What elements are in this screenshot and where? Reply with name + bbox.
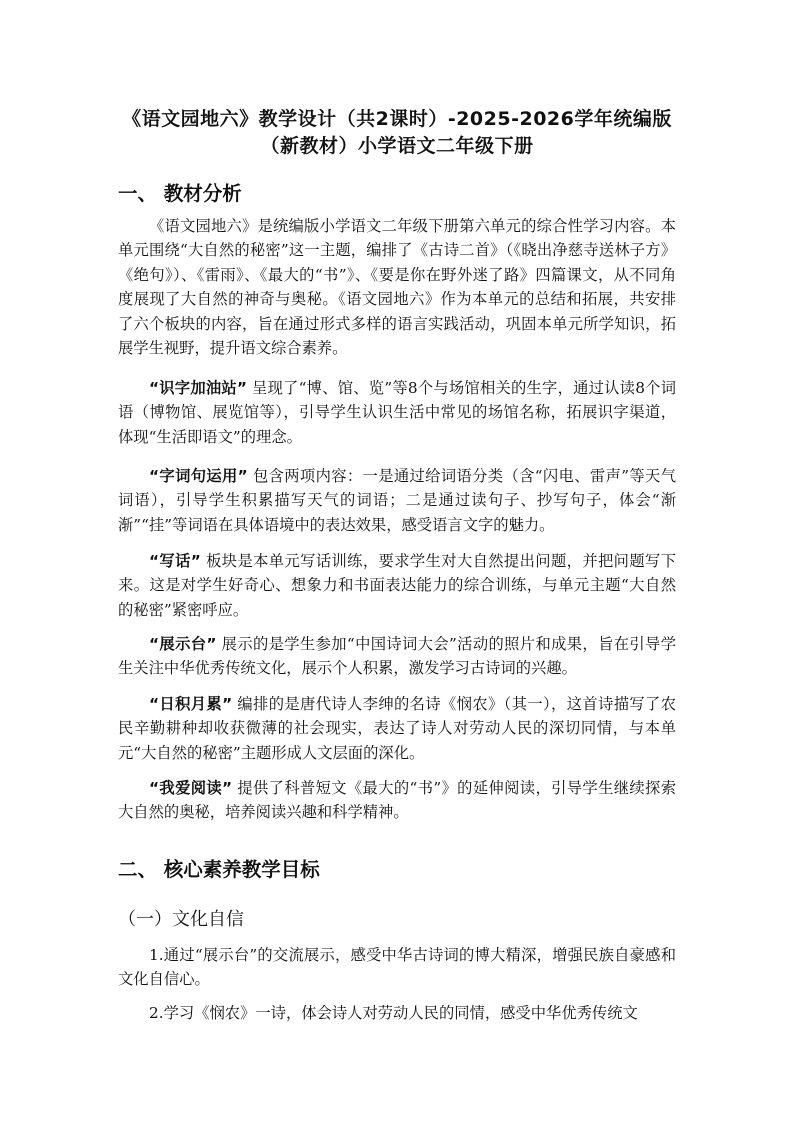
section-heading-core-literacy-goals: 二、 核心素养教学目标 bbox=[118, 858, 320, 881]
subsection-heading-cultural-confidence: （一）文化自信 bbox=[118, 909, 244, 930]
block-name: “写话” bbox=[149, 552, 201, 570]
intro-paragraph: 《语文园地六》是统编版小学语文二年级下册第六单元的综合性学习内容。本单元围绕“大自然的秘密”这一主题，编排了《古诗二首》（《晓出净慈寺送林子方》《绝句》）、《雷雨》、《最大的“书”》、《要是你在野外迷了路》四篇课文，从不同角度展现了大自然的神奇与奥秘。《语文园地六》作为本单元的总结和拓展，共安排了六个板块的内容，旨在通过形式多样的语言实践活动，巩固本单元所学知识，拓展学生视野，提升语文综合素养。 bbox=[118, 217, 676, 358]
paragraph-i-love-reading bbox=[118, 776, 676, 825]
document-title-line-1: 《语文园地六》教学设计（共2课时）-2025-2026学年统编版 bbox=[122, 108, 672, 130]
block-text: 编排的是唐代诗人李绅的名诗《悯农》（其一），这首诗描写了农民辛勤耕种却收获微薄的社会现实，表达了诗人对劳动人民的深切同情，与本单元“大自然的秘密”主题形成人文层面的深化。 bbox=[118, 695, 676, 762]
document-title-line-2: （新教材）小学语文二年级下册 bbox=[260, 135, 534, 157]
paragraph-showcase bbox=[118, 632, 676, 681]
block-name: “字词句运用” bbox=[149, 467, 248, 485]
paragraph-word-sentence-use bbox=[118, 464, 676, 537]
block-text: 包含两项内容：一是通过给词语分类（含“闪电、雷声”等天气词语），引导学生积累描写天气的词语；二是通过读句子、抄写句子，体会“渐渐”“挂”等词语在具体语境中的表达效果，感受语言文字的魅力。 bbox=[118, 467, 676, 534]
paragraph-literacy-station bbox=[118, 376, 676, 449]
paragraph-daily-accumulation bbox=[118, 692, 676, 765]
block-name: “识字加油站” bbox=[149, 379, 247, 397]
block-text: 展示的是学生参加“中国诗词大会”活动的照片和成果，旨在引导学生关注中华优秀传统文化，展示个人积累，激发学习古诗词的兴趣。 bbox=[118, 635, 676, 678]
section-heading-textbook-analysis: 一、 教材分析 bbox=[118, 182, 242, 205]
block-name: “展示台” bbox=[149, 635, 217, 653]
block-name: “日积月累” bbox=[149, 695, 233, 713]
block-name: “我爱阅读” bbox=[149, 779, 233, 797]
paragraph-writing bbox=[118, 549, 676, 622]
goal-item-1: 1.通过“展示台”的交流展示，感受中华古诗词的博大精深，增强民族自豪感和文化自信心。 bbox=[118, 946, 676, 989]
block-text: 板块是本单元写话训练，要求学生对大自然提出问题，并把问题写下来。这是对学生好奇心、想象力和书面表达能力的综合训练，与单元主题“大自然的秘密”紧密呼应。 bbox=[118, 552, 676, 619]
goal-item-2: 2.学习《悯农》一诗，体会诗人对劳动人民的同情，感受中华优秀传统文 bbox=[149, 1004, 638, 1022]
block-text: 提供了科普短文《最大的“书”》的延伸阅读，引导学生继续探索大自然的奥秘，培养阅读兴趣和科学精神。 bbox=[118, 779, 676, 822]
block-text: 呈现了“博、馆、览”等8个与场馆相关的生字，通过认读8个词语（博物馆、展览馆等），引导学生认识生活中常见的场馆名称，拓展识字渠道，体现“生活即语文”的理念。 bbox=[118, 379, 676, 446]
